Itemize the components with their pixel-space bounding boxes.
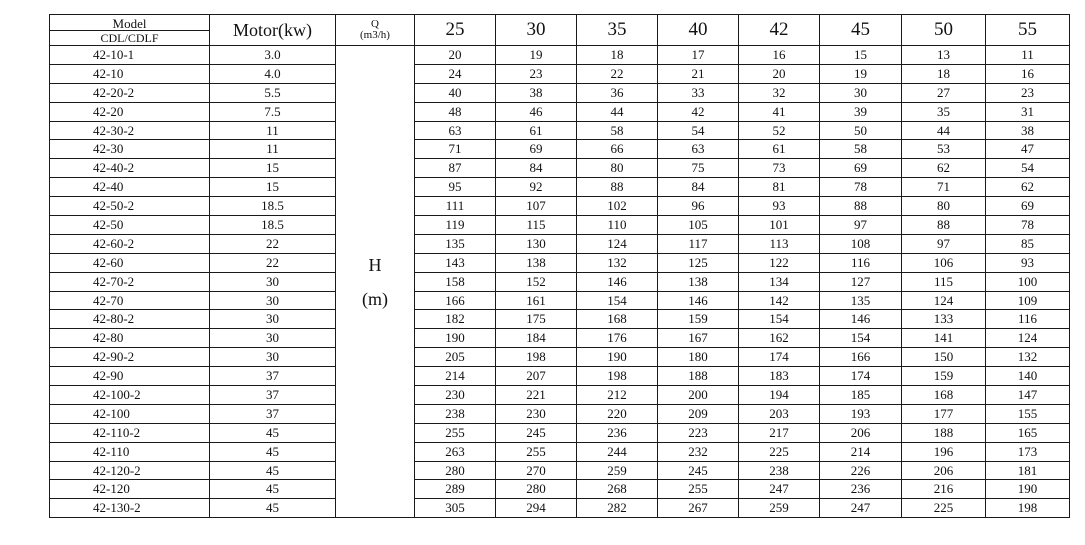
- head-value-cell: 221: [496, 386, 577, 405]
- head-value-cell: 27: [902, 83, 986, 102]
- head-value-cell: 54: [658, 121, 739, 140]
- head-value-cell: 58: [577, 121, 658, 140]
- table-row: [50, 442, 1070, 461]
- head-value-cell: 225: [739, 442, 820, 461]
- head-value-cell: 19: [496, 46, 577, 65]
- head-value-cell: 238: [415, 404, 496, 423]
- head-value-cell: 33: [658, 83, 739, 102]
- head-value-cell: 41: [739, 102, 820, 121]
- head-value-cell: 193: [820, 404, 902, 423]
- model-header-top: Model: [50, 16, 209, 31]
- head-value-cell: 113: [739, 234, 820, 253]
- motor-cell: 45: [210, 499, 336, 518]
- head-value-cell: 88: [577, 178, 658, 197]
- table-row: [50, 140, 1070, 159]
- head-value-cell: 58: [820, 140, 902, 159]
- head-value-cell: 154: [739, 310, 820, 329]
- flow-rate-header: [336, 15, 415, 46]
- head-value-cell: 40: [415, 83, 496, 102]
- head-value-cell: 46: [496, 102, 577, 121]
- table-row: [50, 461, 1070, 480]
- head-value-cell: 119: [415, 216, 496, 235]
- model-cell: 42-30: [50, 140, 210, 159]
- model-cell: 42-30-2: [50, 121, 210, 140]
- head-value-cell: 48: [415, 102, 496, 121]
- model-cell: 42-80-2: [50, 310, 210, 329]
- head-value-cell: 44: [577, 102, 658, 121]
- model-cell: 42-100-2: [50, 386, 210, 405]
- head-value-cell: 96: [658, 197, 739, 216]
- head-value-cell: 198: [496, 348, 577, 367]
- head-value-cell: 42: [658, 102, 739, 121]
- model-cell: 42-10: [50, 64, 210, 83]
- model-cell: 42-110: [50, 442, 210, 461]
- head-value-cell: 232: [658, 442, 739, 461]
- table-row: [50, 499, 1070, 518]
- motor-cell: 30: [210, 329, 336, 348]
- head-value-cell: 124: [902, 291, 986, 310]
- motor-cell: 18.5: [210, 197, 336, 216]
- head-value-cell: 206: [902, 461, 986, 480]
- table-row: [50, 348, 1070, 367]
- head-value-cell: 263: [415, 442, 496, 461]
- motor-cell: 5.5: [210, 83, 336, 102]
- table-row: [50, 291, 1070, 310]
- head-value-cell: 158: [415, 272, 496, 291]
- head-value-cell: 162: [739, 329, 820, 348]
- table-row: [50, 404, 1070, 423]
- head-value-cell: 154: [577, 291, 658, 310]
- model-cell: 42-50: [50, 216, 210, 235]
- head-value-cell: 168: [902, 386, 986, 405]
- table-row: [50, 216, 1070, 235]
- head-value-cell: 155: [986, 404, 1070, 423]
- model-cell: 42-90-2: [50, 348, 210, 367]
- head-value-cell: 268: [577, 480, 658, 499]
- head-value-cell: 185: [820, 386, 902, 405]
- head-value-cell: 102: [577, 197, 658, 216]
- flow-column-header: 30: [496, 15, 577, 46]
- head-value-cell: 124: [577, 234, 658, 253]
- head-value-cell: 244: [577, 442, 658, 461]
- head-value-cell: 214: [820, 442, 902, 461]
- head-value-cell: 101: [739, 216, 820, 235]
- head-value-cell: 188: [902, 423, 986, 442]
- motor-header: Motor(kw): [210, 15, 336, 46]
- head-symbol: H: [368, 254, 382, 275]
- head-value-cell: 63: [415, 121, 496, 140]
- head-value-cell: 75: [658, 159, 739, 178]
- head-value-cell: 19: [820, 64, 902, 83]
- head-value-cell: 88: [902, 216, 986, 235]
- motor-cell: 37: [210, 404, 336, 423]
- head-value-cell: 135: [820, 291, 902, 310]
- table-row: [50, 83, 1070, 102]
- flow-column-header: 55: [986, 15, 1070, 46]
- head-value-cell: 92: [496, 178, 577, 197]
- head-value-cell: 143: [415, 253, 496, 272]
- flow-column-header: 42: [739, 15, 820, 46]
- head-value-cell: 132: [986, 348, 1070, 367]
- head-value-cell: 174: [739, 348, 820, 367]
- model-cell: 42-60-2: [50, 234, 210, 253]
- head-value-cell: 16: [739, 46, 820, 65]
- head-value-cell: 255: [415, 423, 496, 442]
- model-cell: 42-100: [50, 404, 210, 423]
- model-header: [50, 15, 210, 46]
- motor-cell: 7.5: [210, 102, 336, 121]
- head-value-cell: 71: [415, 140, 496, 159]
- head-value-cell: 95: [415, 178, 496, 197]
- model-cell: 42-70: [50, 291, 210, 310]
- table-row: [50, 272, 1070, 291]
- head-value-cell: 225: [902, 499, 986, 518]
- head-value-cell: 174: [820, 367, 902, 386]
- head-value-cell: 39: [820, 102, 902, 121]
- head-value-cell: 226: [820, 461, 902, 480]
- head-value-cell: 18: [902, 64, 986, 83]
- head-value-cell: 146: [820, 310, 902, 329]
- head-value-cell: 236: [577, 423, 658, 442]
- model-cell: 42-10-1: [50, 46, 210, 65]
- head-value-cell: 245: [658, 461, 739, 480]
- head-value-cell: 280: [415, 461, 496, 480]
- head-value-cell: 247: [739, 480, 820, 499]
- flow-rate-header-unit: (m3/h): [360, 29, 390, 41]
- head-value-cell: 183: [739, 367, 820, 386]
- head-value-cell: 17: [658, 46, 739, 65]
- head-value-cell: 20: [415, 46, 496, 65]
- head-value-cell: 107: [496, 197, 577, 216]
- table-row: [50, 386, 1070, 405]
- head-value-cell: 138: [658, 272, 739, 291]
- head-value-cell: 78: [820, 178, 902, 197]
- head-value-cell: 173: [986, 442, 1070, 461]
- head-value-cell: 236: [820, 480, 902, 499]
- flow-column-header: 25: [415, 15, 496, 46]
- table-row: [50, 480, 1070, 499]
- head-value-cell: 216: [902, 480, 986, 499]
- head-value-cell: 31: [986, 102, 1070, 121]
- head-value-cell: 255: [496, 442, 577, 461]
- head-value-cell: 23: [496, 64, 577, 83]
- table-row: [50, 64, 1070, 83]
- head-value-cell: 150: [902, 348, 986, 367]
- table-row: [50, 121, 1070, 140]
- head-value-cell: 15: [820, 46, 902, 65]
- head-value-cell: 115: [902, 272, 986, 291]
- motor-cell: 22: [210, 234, 336, 253]
- head-value-cell: 85: [986, 234, 1070, 253]
- head-value-cell: 140: [986, 367, 1070, 386]
- head-value-cell: 87: [415, 159, 496, 178]
- head-value-cell: 69: [820, 159, 902, 178]
- head-value-cell: 11: [986, 46, 1070, 65]
- head-value-cell: 259: [739, 499, 820, 518]
- head-value-cell: 100: [986, 272, 1070, 291]
- head-value-cell: 141: [902, 329, 986, 348]
- head-value-cell: 161: [496, 291, 577, 310]
- head-value-cell: 238: [739, 461, 820, 480]
- head-value-cell: 176: [577, 329, 658, 348]
- head-value-cell: 21: [658, 64, 739, 83]
- head-value-cell: 198: [986, 499, 1070, 518]
- head-value-cell: 147: [986, 386, 1070, 405]
- head-value-cell: 97: [902, 234, 986, 253]
- model-cell: 42-110-2: [50, 423, 210, 442]
- model-cell: 42-80: [50, 329, 210, 348]
- head-value-cell: 110: [577, 216, 658, 235]
- head-value-cell: 13: [902, 46, 986, 65]
- head-value-cell: 190: [577, 348, 658, 367]
- model-cell: 42-50-2: [50, 197, 210, 216]
- head-value-cell: 22: [577, 64, 658, 83]
- motor-cell: 18.5: [210, 216, 336, 235]
- motor-cell: 15: [210, 159, 336, 178]
- head-value-cell: 80: [902, 197, 986, 216]
- head-value-cell: 168: [577, 310, 658, 329]
- head-value-cell: 203: [739, 404, 820, 423]
- head-value-cell: 73: [739, 159, 820, 178]
- head-value-cell: 245: [496, 423, 577, 442]
- head-value-cell: 134: [739, 272, 820, 291]
- head-value-cell: 259: [577, 461, 658, 480]
- motor-cell: 30: [210, 291, 336, 310]
- flow-rate-header-top: Q: [371, 18, 379, 30]
- head-value-cell: 142: [739, 291, 820, 310]
- head-value-cell: 230: [496, 404, 577, 423]
- head-value-cell: 146: [577, 272, 658, 291]
- table-row: [50, 178, 1070, 197]
- head-value-cell: 167: [658, 329, 739, 348]
- head-value-cell: 207: [496, 367, 577, 386]
- head-value-cell: 188: [658, 367, 739, 386]
- head-value-cell: 127: [820, 272, 902, 291]
- head-value-cell: 305: [415, 499, 496, 518]
- motor-cell: 37: [210, 386, 336, 405]
- head-value-cell: 93: [739, 197, 820, 216]
- head-value-cell: 53: [902, 140, 986, 159]
- head-value-cell: 138: [496, 253, 577, 272]
- motor-cell: 4.0: [210, 64, 336, 83]
- model-cell: 42-90: [50, 367, 210, 386]
- head-value-cell: 175: [496, 310, 577, 329]
- head-value-cell: 122: [739, 253, 820, 272]
- model-cell: 42-130-2: [50, 499, 210, 518]
- head-value-cell: 61: [496, 121, 577, 140]
- head-value-cell: 230: [415, 386, 496, 405]
- head-value-cell: 130: [496, 234, 577, 253]
- motor-cell: 30: [210, 348, 336, 367]
- head-value-cell: 69: [496, 140, 577, 159]
- head-value-cell: 36: [577, 83, 658, 102]
- table-row: [50, 159, 1070, 178]
- head-value-cell: 190: [986, 480, 1070, 499]
- head-value-cell: 78: [986, 216, 1070, 235]
- head-value-cell: 180: [658, 348, 739, 367]
- head-value-cell: 106: [902, 253, 986, 272]
- head-value-cell: 38: [986, 121, 1070, 140]
- model-header-bottom: CDL/CDLF: [100, 30, 159, 45]
- table-row: [50, 310, 1070, 329]
- header-row: [50, 15, 1070, 46]
- motor-cell: 45: [210, 423, 336, 442]
- motor-cell: 11: [210, 121, 336, 140]
- head-value-cell: 166: [820, 348, 902, 367]
- head-value-cell: 81: [739, 178, 820, 197]
- head-value-cell: 152: [496, 272, 577, 291]
- head-value-cell: 282: [577, 499, 658, 518]
- head-value-cell: 35: [902, 102, 986, 121]
- head-value-cell: 16: [986, 64, 1070, 83]
- model-cell: 42-120: [50, 480, 210, 499]
- table-row: [50, 197, 1070, 216]
- head-value-cell: 184: [496, 329, 577, 348]
- motor-cell: 45: [210, 442, 336, 461]
- flow-column-header: 40: [658, 15, 739, 46]
- head-value-cell: 71: [902, 178, 986, 197]
- head-value-cell: 177: [902, 404, 986, 423]
- table-row: [50, 329, 1070, 348]
- head-value-cell: 88: [820, 197, 902, 216]
- table-row: [50, 102, 1070, 121]
- flow-column-header: 50: [902, 15, 986, 46]
- head-value-cell: 93: [986, 253, 1070, 272]
- head-value-cell: 289: [415, 480, 496, 499]
- head-value-cell: 159: [658, 310, 739, 329]
- head-value-cell: 196: [902, 442, 986, 461]
- head-value-cell: 117: [658, 234, 739, 253]
- head-value-cell: 267: [658, 499, 739, 518]
- head-value-cell: 247: [820, 499, 902, 518]
- head-value-cell: 108: [820, 234, 902, 253]
- model-cell: 42-20: [50, 102, 210, 121]
- head-value-cell: 69: [986, 197, 1070, 216]
- table-row: [50, 46, 1070, 65]
- head-value-cell: 220: [577, 404, 658, 423]
- head-value-cell: 18: [577, 46, 658, 65]
- head-value-cell: 66: [577, 140, 658, 159]
- head-value-cell: 116: [820, 253, 902, 272]
- head-value-cell: 111: [415, 197, 496, 216]
- head-value-cell: 209: [658, 404, 739, 423]
- head-value-cell: 61: [739, 140, 820, 159]
- motor-cell: 30: [210, 310, 336, 329]
- head-value-cell: 97: [820, 216, 902, 235]
- head-value-cell: 125: [658, 253, 739, 272]
- model-cell: 42-40-2: [50, 159, 210, 178]
- head-value-cell: 23: [986, 83, 1070, 102]
- head-value-cell: 165: [986, 423, 1070, 442]
- head-value-cell: 223: [658, 423, 739, 442]
- head-unit-label: [336, 46, 415, 518]
- head-value-cell: 135: [415, 234, 496, 253]
- model-cell: 42-60: [50, 253, 210, 272]
- head-value-cell: 181: [986, 461, 1070, 480]
- table-row: [50, 367, 1070, 386]
- table-body: [50, 46, 1070, 518]
- head-value-cell: 44: [902, 121, 986, 140]
- head-value-cell: 206: [820, 423, 902, 442]
- motor-cell: 45: [210, 461, 336, 480]
- head-value-cell: 182: [415, 310, 496, 329]
- head-value-cell: 200: [658, 386, 739, 405]
- head-value-cell: 30: [820, 83, 902, 102]
- model-cell: 42-40: [50, 178, 210, 197]
- head-value-cell: 84: [658, 178, 739, 197]
- model-cell: 42-120-2: [50, 461, 210, 480]
- flow-column-header: 45: [820, 15, 902, 46]
- motor-cell: 37: [210, 367, 336, 386]
- head-value-cell: 62: [902, 159, 986, 178]
- head-value-cell: 190: [415, 329, 496, 348]
- head-value-cell: 105: [658, 216, 739, 235]
- head-unit: (m): [362, 288, 388, 309]
- flow-column-header: 35: [577, 15, 658, 46]
- head-value-cell: 38: [496, 83, 577, 102]
- head-value-cell: 116: [986, 310, 1070, 329]
- head-value-cell: 54: [986, 159, 1070, 178]
- head-value-cell: 159: [902, 367, 986, 386]
- head-value-cell: 194: [739, 386, 820, 405]
- head-value-cell: 52: [739, 121, 820, 140]
- table-row: [50, 234, 1070, 253]
- table-row: [50, 253, 1070, 272]
- motor-cell: 30: [210, 272, 336, 291]
- head-value-cell: 166: [415, 291, 496, 310]
- head-value-cell: 212: [577, 386, 658, 405]
- head-value-cell: 280: [496, 480, 577, 499]
- head-value-cell: 270: [496, 461, 577, 480]
- head-value-cell: 214: [415, 367, 496, 386]
- head-value-cell: 133: [902, 310, 986, 329]
- model-cell: 42-20-2: [50, 83, 210, 102]
- head-value-cell: 132: [577, 253, 658, 272]
- head-value-cell: 115: [496, 216, 577, 235]
- motor-cell: 22: [210, 253, 336, 272]
- head-value-cell: 50: [820, 121, 902, 140]
- head-value-cell: 124: [986, 329, 1070, 348]
- pump-performance-table: [49, 14, 1070, 518]
- head-value-cell: 198: [577, 367, 658, 386]
- table-row: [50, 423, 1070, 442]
- head-value-cell: 217: [739, 423, 820, 442]
- head-value-cell: 62: [986, 178, 1070, 197]
- head-value-cell: 109: [986, 291, 1070, 310]
- motor-cell: 45: [210, 480, 336, 499]
- head-value-cell: 205: [415, 348, 496, 367]
- head-value-cell: 154: [820, 329, 902, 348]
- motor-cell: 3.0: [210, 46, 336, 65]
- head-value-cell: 255: [658, 480, 739, 499]
- head-value-cell: 24: [415, 64, 496, 83]
- head-value-cell: 20: [739, 64, 820, 83]
- head-value-cell: 63: [658, 140, 739, 159]
- head-value-cell: 80: [577, 159, 658, 178]
- head-value-cell: 84: [496, 159, 577, 178]
- head-value-cell: 32: [739, 83, 820, 102]
- model-cell: 42-70-2: [50, 272, 210, 291]
- motor-cell: 11: [210, 140, 336, 159]
- head-value-cell: 146: [658, 291, 739, 310]
- head-value-cell: 294: [496, 499, 577, 518]
- motor-cell: 15: [210, 178, 336, 197]
- head-value-cell: 47: [986, 140, 1070, 159]
